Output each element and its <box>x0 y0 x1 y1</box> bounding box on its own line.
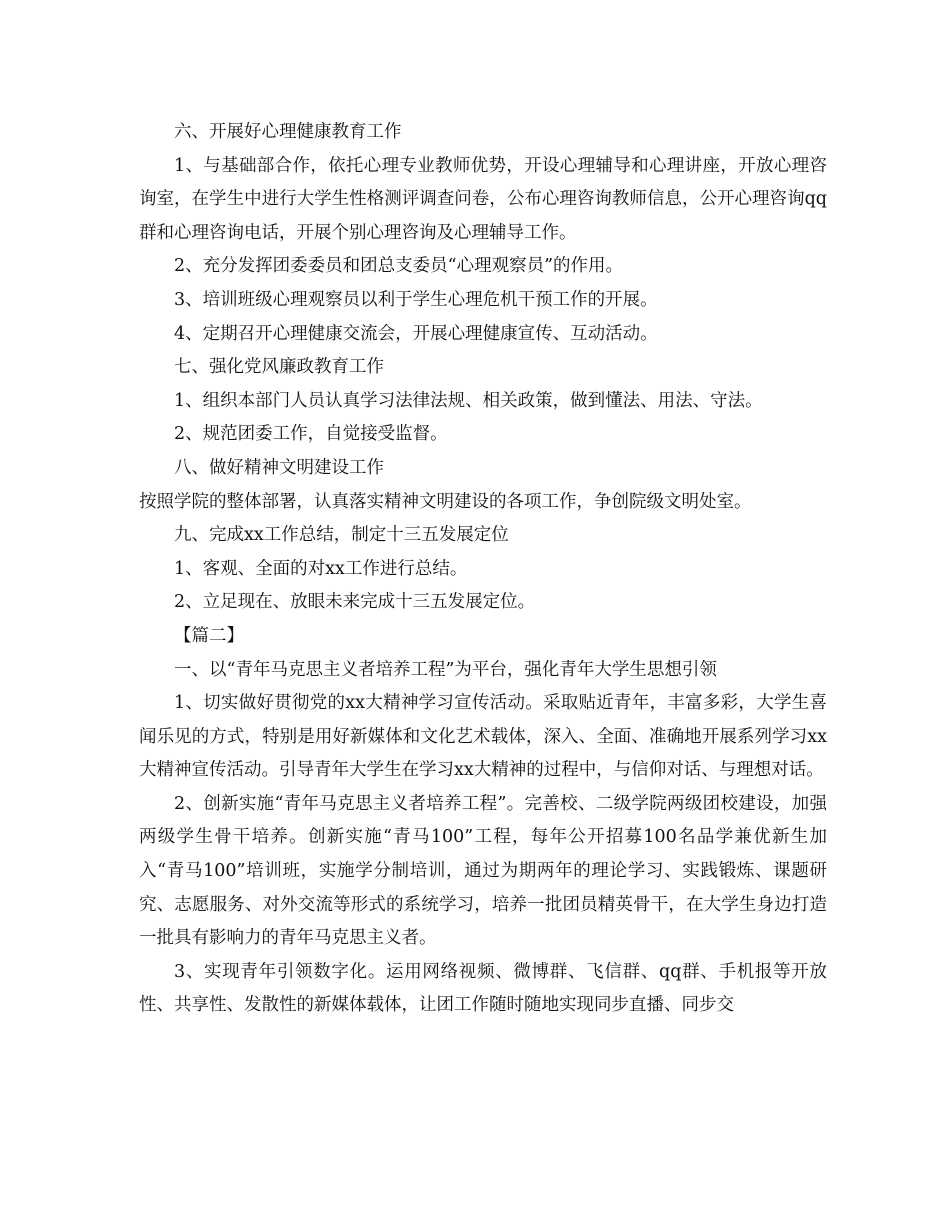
section-heading-one: 一、以“青年马克思主义者培养工程”为平台，强化青年大学生思想引领 <box>174 659 717 680</box>
paragraph-nine-1: 1、客观、全面的对xx工作进行总结。 <box>174 558 468 579</box>
part-two-heading: 【篇二】 <box>174 625 244 646</box>
paragraph-one-3: 3、实现青年引领数字化。运用网络视频、微博群、飞信群、qq群、手机报等开放性、共享性、发散性的新媒体载体，让团工作随时随地实现同步直播、同步交 <box>139 961 827 1016</box>
paragraph-nine-2: 2、立足现在、放眼未来完成十三五发展定位。 <box>174 592 536 613</box>
section-heading-six: 六、开展好心理健康教育工作 <box>174 122 402 142</box>
paragraph-six-3: 3、培训班级心理观察员以利于学生心理危机干预工作的开展。 <box>174 289 658 310</box>
paragraph-six-1: 1、与基础部合作，依托心理专业教师优势，开设心理辅导和心理讲座，开放心理咨询室，在学生中进行大学生性格测评调查问卷，公布心理咨询教师信息，公开心理咨询qq群和心理咨询电话，开展个别心理咨询及心理辅导工作。 <box>139 155 827 243</box>
paragraph-eight-1: 按照学院的整体部署，认真落实精神文明建设的各项工作，争创院级文明处室。 <box>139 491 752 512</box>
section-heading-eight: 八、做好精神文明建设工作 <box>174 457 384 478</box>
paragraph-one-2: 2、创新实施“青年马克思主义者培养工程”。完善校、二级学院两级团校建设，加强两级学生骨干培养。创新实施“青马100”工程，每年公开招募100名品学兼优新生加入“青马100”培训班，实施学分制培训，通过为期两年的理论学习、实践锻炼、课题研究、志愿服务、对外交流等形式的系统学习，培养一批团员精英骨干，在大学生身边打造一批具有影响力的青年马克思主义者。 <box>139 793 827 949</box>
paragraph-seven-1: 1、组织本部门人员认真学习法律法规、相关政策，做到懂法、用法、守法。 <box>174 390 763 411</box>
paragraph-six-2: 2、充分发挥团委委员和团总支委员“心理观察员”的作用。 <box>174 256 624 277</box>
paragraph-six-4: 4、定期召开心理健康交流会，开展心理健康宣传、互动活动。 <box>174 323 658 344</box>
section-heading-seven: 七、强化党风廉政教育工作 <box>174 357 384 378</box>
paragraph-one-1: 1、切实做好贯彻党的xx大精神学习宣传活动。采取贴近青年，丰富多彩，大学生喜闻乐见的方式，特别是用好新媒体和文化艺术载体，深入、全面、准确地开展系列学习xx大精神宣传活动。引导青年大学生在学习xx大精神的过程中，与信仰对话、与理想对话。 <box>139 693 827 781</box>
paragraph-seven-2: 2、规范团委工作，自觉接受监督。 <box>174 424 448 445</box>
section-heading-nine: 九、完成xx工作总结，制定十三五发展定位 <box>174 525 509 546</box>
document-body <box>139 116 827 1023</box>
